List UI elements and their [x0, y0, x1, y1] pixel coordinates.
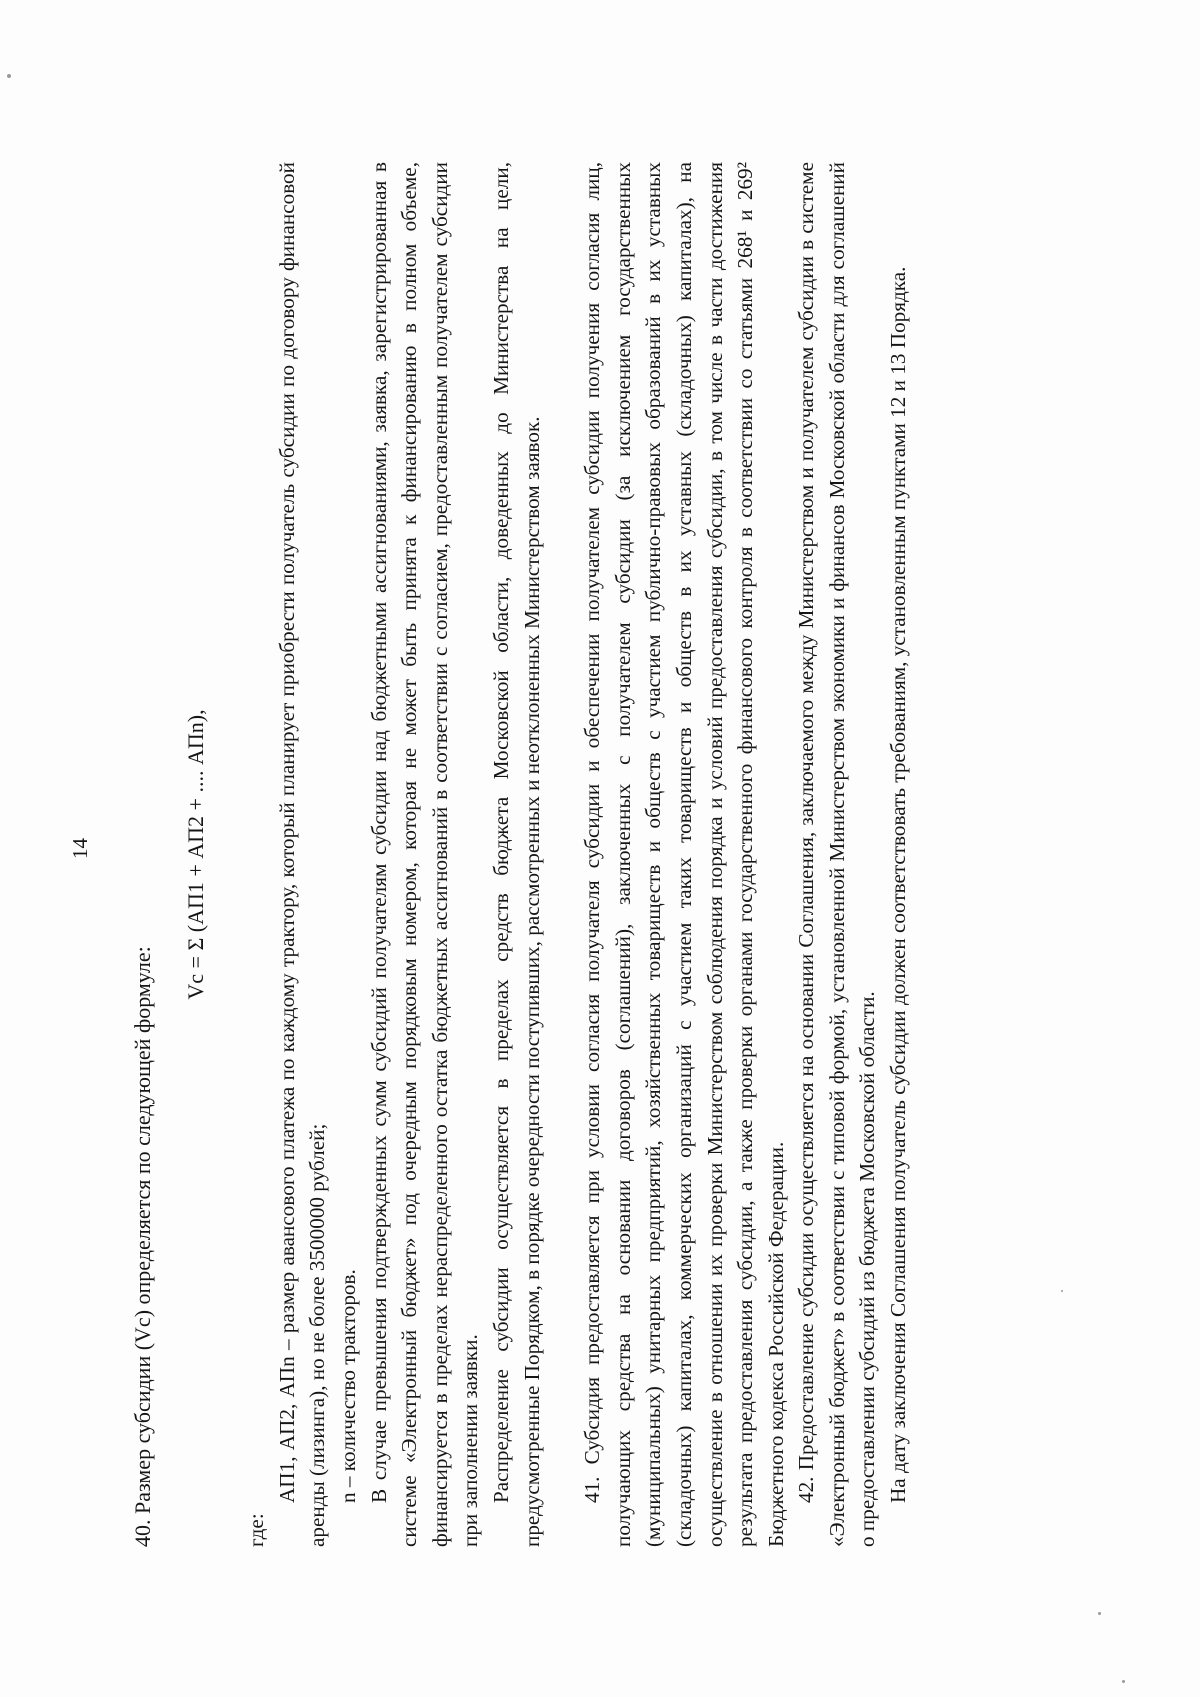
spacer [547, 162, 577, 1547]
paragraph-42: 42. Предоставление субсидии осуществляется на основании Соглашения, заключаемого между Министерством и получателем субсидии в системе «Электронный бюджет» в соответствии с типовой формой, установленной Министерством экономики и финансов Московской области для соглашений о предоставлении субсидий из бюджета Московской области. [794, 162, 880, 1547]
document-body [128, 162, 914, 1547]
paragraph-distribution: Распределение субсидии осуществляется в пределах средств бюджета Московской области, доведенных до Министерства на цели, предусмотренные Порядком, в порядке очередности поступивших, рассмотренных и неотклоненных Министерством заявок. [488, 162, 544, 1547]
subsidy-formula: Vс = Σ (АП1 + АП2 + .... АПn), [182, 709, 208, 1000]
page-number: 14 [68, 838, 92, 859]
paragraph-advance-payment: АП1, АП2, АПn – размер авансового платежа по каждому трактору, который планирует приобрести получатель субсидии по договору финансовой аренды (лизинга), но не более 3500000 рублей; [274, 162, 330, 1547]
paragraph-agreement-date: На дату заключения Соглашения получатель субсидии должен соответствовать требованиям, установленным пунктами 12 и 13 Порядка. [886, 266, 911, 1503]
formula-intro: 40. Размер субсидии (Vс) определяется по следующей формуле: [130, 946, 155, 1547]
paragraph-41: 41. Субсидия предоставляется при условии согласия получателя субсидии и обеспечении получателем субсидии получения согласия лиц, получающих средства на основании договоров (соглашений), заключенных с получателем субсидии (за исключением государственных (муниципальных) унитарных предприятий, хозяйственных товариществ и обществ с участием публично-правовых образований в их уставных (складочных) капиталах, коммерческих организаций с участием таких товариществ и обществ в их уставных (складочных) капиталах), на осуществление в отношении их проверки Министерством соблюдения порядка и условий предоставления субсидии, в том числе в части достижения результата предоставления субсидии, а также проверки органами государственного финансового контроля в соответствии со статьями 268¹ и 269² Бюджетного кодекса Российской Федерации. [580, 162, 788, 1547]
paragraph-excess: В случае превышения подтвержденных сумм субсидий получателям субсидии над бюджетными ассигнованиями, заявка, зарегистрированная в системе «Электронный бюджет» под очередным порядковым номером, которая не может быть принята к финансированию в полном объеме, финансируется в пределах нераспределенного остатка бюджетных ассигнований в соответствии с согласием, предоставленным получателем субсидии при заполнении заявки. [366, 162, 483, 1547]
where-label: где: [244, 1513, 269, 1547]
paragraph-tractor-count: n – количество тракторов. [335, 1269, 360, 1503]
